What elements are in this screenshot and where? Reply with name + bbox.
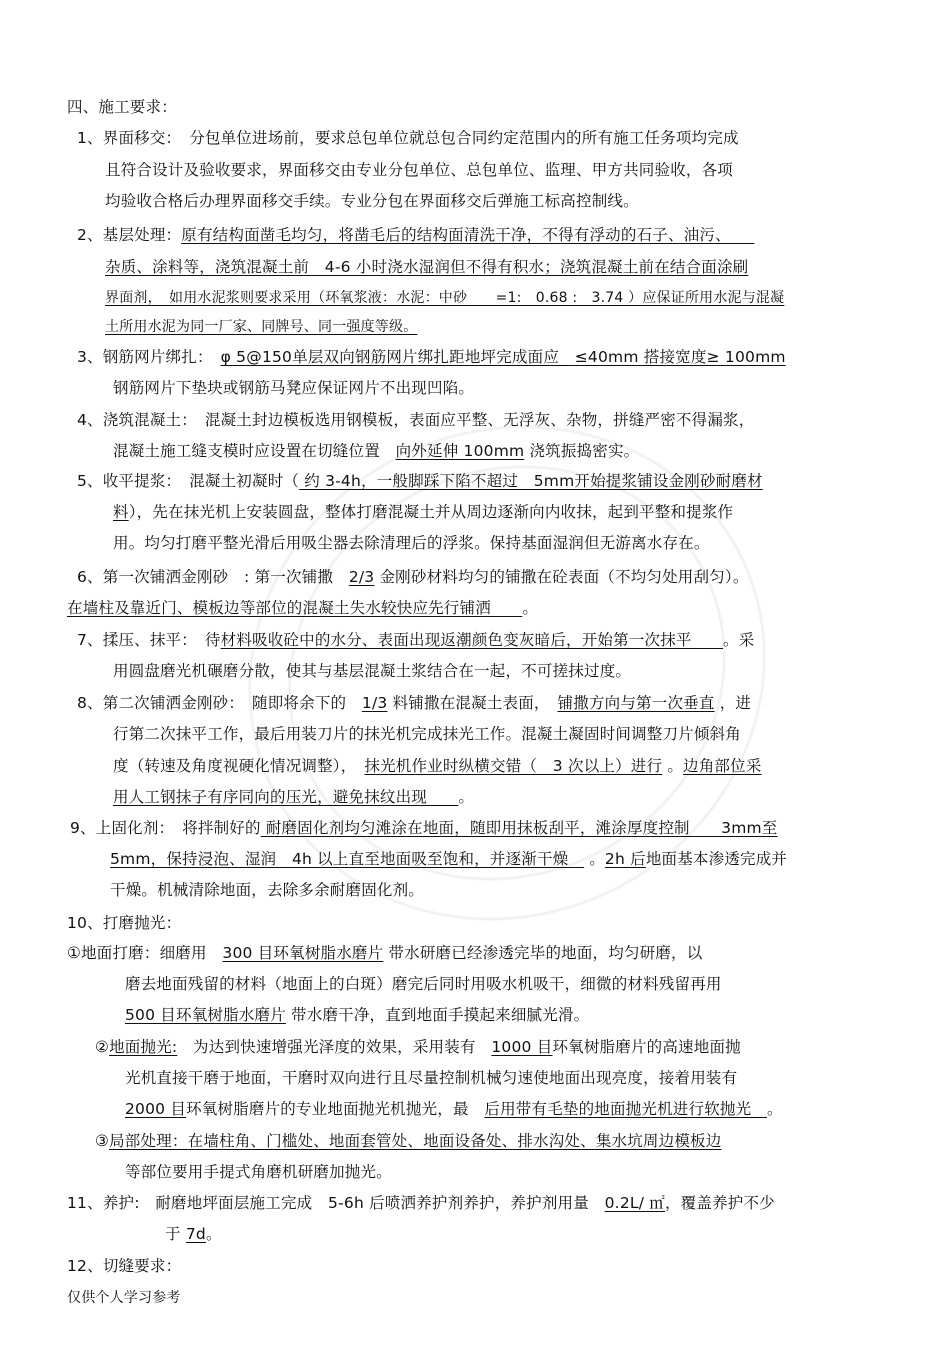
- item-10-a-line-1: [67, 942, 702, 964]
- item-10-a-line-3: [125, 1004, 589, 1026]
- item-10-c-text: 在墙柱角、门槛处、地面套管处、地面设备处、排水沟处、集水坑周边模板边: [187, 1132, 722, 1150]
- item-1-line-1: 1、界面移交： 分包单位进场前，要求总包单位就总包合同约定范围内的所有施工任务项均完成: [77, 129, 739, 147]
- item-3-line-2: 钢筋网片下垫块或钢筋马凳应保证网片不出现凹陷。: [113, 379, 475, 397]
- item-3-spec: φ 5@150单层双向钢筋网片绑扎距地坪完成面应: [220, 348, 575, 366]
- item-8-end: 。: [458, 788, 475, 806]
- section-title: 四、施工要求：: [67, 98, 177, 116]
- item-5-underlined-end: 料: [113, 503, 129, 521]
- item-8-line-1: [77, 692, 751, 714]
- item-3-spacing: ≤40mm 搭接宽度≥ 100mm: [574, 348, 786, 366]
- item-11-line-1: [67, 1192, 775, 1214]
- item-10-c-num: ③: [95, 1132, 110, 1150]
- item-10-b-num: ②: [95, 1038, 110, 1056]
- item-10-c-label: 局部处理：: [109, 1132, 188, 1150]
- item-4-extend: 向外延伸 100mm: [395, 442, 525, 460]
- item-3-label: 3、钢筋网片绑扎：: [77, 348, 221, 366]
- item-6-label: 6、第一次铺洒金刚砂 : 第一次铺撒: [77, 568, 349, 586]
- item-7-tail: 。采: [723, 631, 755, 649]
- item-10-b-end: 。: [767, 1100, 783, 1118]
- item-7-underlined: 材料吸收砼中的水分、表面出现返潮颜色变灰暗后，开始第一次抹平: [220, 631, 724, 649]
- item-10-title: 10、打磨抛光：: [67, 914, 182, 932]
- item-8-text: 料铺撒在混凝土表面，: [387, 694, 558, 712]
- item-8-tail: ，进: [714, 694, 752, 712]
- item-9-soak: 5mm，保持浸泡、湿润 4h 以上直至地面吸至饱和，并逐渐干燥: [110, 850, 585, 868]
- item-10-b-label: 地面抛光:: [109, 1038, 178, 1056]
- item-6-line-1: [77, 566, 749, 588]
- item-10-b-2000: 2000 目: [125, 1100, 187, 1118]
- item-8-dot: 。: [662, 757, 684, 775]
- item-8-line-4: [113, 786, 474, 808]
- item-6-text: 金刚砂材料均匀的铺撒在砼表面（不均匀处用刮匀）。: [374, 568, 749, 586]
- item-8-ratio: 1/3: [361, 694, 388, 712]
- item-8-edge: 边角部位采: [683, 757, 762, 775]
- item-2-label: 2、基层处理：: [77, 226, 182, 244]
- item-8-cross: 抹光机作业时纵横交错（ 3 次以上）进行: [364, 757, 663, 775]
- item-11-end: 。: [205, 1225, 222, 1243]
- item-9-label: 9、上固化剂： 将拌制好的: [70, 819, 261, 837]
- item-4-line-1: 4、浇筑混凝土： 混凝土封边模板选用钢模板，表面应平整、无浮灰、杂物，拼缝严密不得漏浆，: [77, 411, 755, 429]
- item-10-b-1000: 1000 目: [491, 1038, 553, 1056]
- item-10-c-line-1: [95, 1130, 721, 1152]
- item-5-line-3: 用。均匀打磨平整光滑后用吸尘器去除清理后的浮浆。保持基面湿润但无游离水存在。: [113, 534, 710, 552]
- item-10-b-line-1: [95, 1036, 741, 1058]
- item-11-label: 11、养护: 耐磨地坪面层施工完成 5-6h 后喷洒养护剂养护，养护剂用量: [67, 1194, 605, 1212]
- item-10-a-line-2: 磨去地面残留的材料（地面上的白斑）磨完后同时用吸水机吸干，细微的材料残留再用: [125, 975, 722, 993]
- item-4-text: 混凝土施工缝支模时应设置在切缝位置: [113, 442, 396, 460]
- item-7-label: 7、揉压、抹平： 待: [77, 631, 221, 649]
- item-8-manual: 用人工钢抹子有序同向的压光，避免抹纹出现: [113, 788, 459, 806]
- item-10-a-pad: 300 目环氧树脂水磨片: [222, 944, 384, 962]
- item-5-label: 5、收平提浆： 混凝土初凝时（: [77, 472, 300, 490]
- item-11-dosage: 0.2L/ ㎡: [604, 1194, 665, 1212]
- item-6-underlined: 在墙柱及靠近门、模板边等部位的混凝土失水较快应先行铺洒: [67, 599, 523, 617]
- item-8-line-2: 行第二次抹平工作，最后用装刀片的抹光机完成抹光工作。混凝土凝固时间调整刀片倾斜角: [113, 725, 742, 743]
- item-3-line-1: [77, 346, 786, 368]
- item-2-line-3: 界面剂， 如用水泥浆则要求采用（环氧浆液：水泥：中砂 =1: 0.68 : 3.74 ）应保证所用水泥与混凝: [105, 290, 785, 306]
- item-5-line-2: [113, 501, 733, 523]
- item-10-c-line-2: 等部位要用手提式角磨机研磨加抛光。: [125, 1163, 392, 1181]
- item-8-label: 8、第二次铺洒金刚砂： 随即将余下的: [77, 694, 362, 712]
- item-9-text: 地面基本渗透完成并: [645, 850, 788, 868]
- item-1-line-3: 均验收合格后办理界面移交手续。专业分包在界面移交后弹施工标高控制线。: [105, 192, 639, 210]
- item-11-text-2: 于: [165, 1225, 186, 1243]
- item-10-b-text-2: 环氧树脂磨片的高速地面抛: [552, 1038, 741, 1056]
- item-9-underlined: 耐磨固化剂均匀滩涂在地面，随即用抹板刮平，滩涂厚度控制 3mm至: [260, 819, 778, 837]
- item-9-line-3: 干燥。机械清除地面，去除多余耐磨固化剂。: [110, 881, 425, 899]
- item-11-line-2: [165, 1223, 222, 1245]
- item-9-dot: 。: [584, 850, 605, 868]
- footer-note: 仅供个人学习参考: [67, 1290, 181, 1306]
- item-8-direction: 铺撒方向与第一次垂直: [557, 694, 715, 712]
- item-1-line-2: 且符合设计及验收要求，界面移交由专业分包单位、总包单位、监理、甲方共同验收，各项: [105, 161, 734, 179]
- item-6-end: 。: [522, 599, 539, 617]
- item-10-b-text: 为达到快速增强光泽度的效果，采用装有: [177, 1038, 492, 1056]
- item-10-a-text-3: 带水磨干净，直到地面手摸起来细腻光滑。: [285, 1006, 590, 1024]
- item-5-text: ），先在抹光机上安装圆盘，整体打磨混凝土并从周边逐渐向内收抹，起到平整和提浆作: [128, 503, 734, 521]
- item-10-b-soft: 后用带有毛垫的地面抛光机进行软抛光: [484, 1100, 767, 1118]
- item-11-days: 7d: [185, 1225, 206, 1243]
- item-10-b-line-2: 光机直接干磨于地面，干磨时双向进行且尽量控制机械匀速使地面出现亮度，接着用装有: [125, 1069, 738, 1087]
- item-7-line-1: [77, 629, 754, 651]
- item-10-b-text-3: 环氧树脂磨片的专业地面抛光机抛光，最: [186, 1100, 485, 1118]
- item-7-line-2: 用圆盘磨光机碾磨分散，使其与基层混凝土浆结合在一起，不可搓抹过度。: [113, 662, 632, 680]
- item-9-line-2: [110, 848, 787, 870]
- item-9-time: 2h 后: [604, 850, 646, 868]
- item-5-underlined: 约 3-4h，一般脚踩下陷不超过 5mm开始提浆铺设金刚砂耐磨材: [299, 472, 763, 490]
- item-4-line-2: [113, 440, 639, 462]
- item-10-a-text: 带水研磨已经渗透完毕的地面，均匀研磨，以: [383, 944, 703, 962]
- item-4-tail: 浇筑振捣密实。: [524, 442, 640, 460]
- item-10-a-label: ①地面打磨：细磨用: [67, 944, 223, 962]
- item-2-line-2: 杂质、涂料等，浇筑混凝土前 4-6 小时浇水湿润但不得有积水；浇筑混凝土前在结合面涂刷: [105, 258, 749, 276]
- item-8-line-3: [113, 755, 762, 777]
- item-2-line-1: [77, 224, 754, 246]
- item-8-text-3: 度（转速及角度视硬化情况调整），: [113, 757, 365, 775]
- item-10-b-line-3: [125, 1098, 783, 1120]
- item-5-line-1: [77, 470, 763, 492]
- item-2-line-4: 土所用水泥为同一厂家、同牌号、同一强度等级。: [105, 319, 418, 335]
- item-9-line-1: [70, 817, 778, 839]
- item-11-text: ，覆盖养护不少: [664, 1194, 775, 1212]
- item-10-a-pad-500: 500 目环氧树脂水磨片: [125, 1006, 286, 1024]
- item-12-title: 12、切缝要求：: [67, 1257, 182, 1275]
- item-6-line-2: [67, 597, 538, 619]
- item-2-text-underlined: 原有结构面凿毛均匀，将凿毛后的结构面清洗干净，不得有浮动的石子、油污、: [181, 226, 755, 244]
- item-6-ratio: 2/3: [348, 568, 375, 586]
